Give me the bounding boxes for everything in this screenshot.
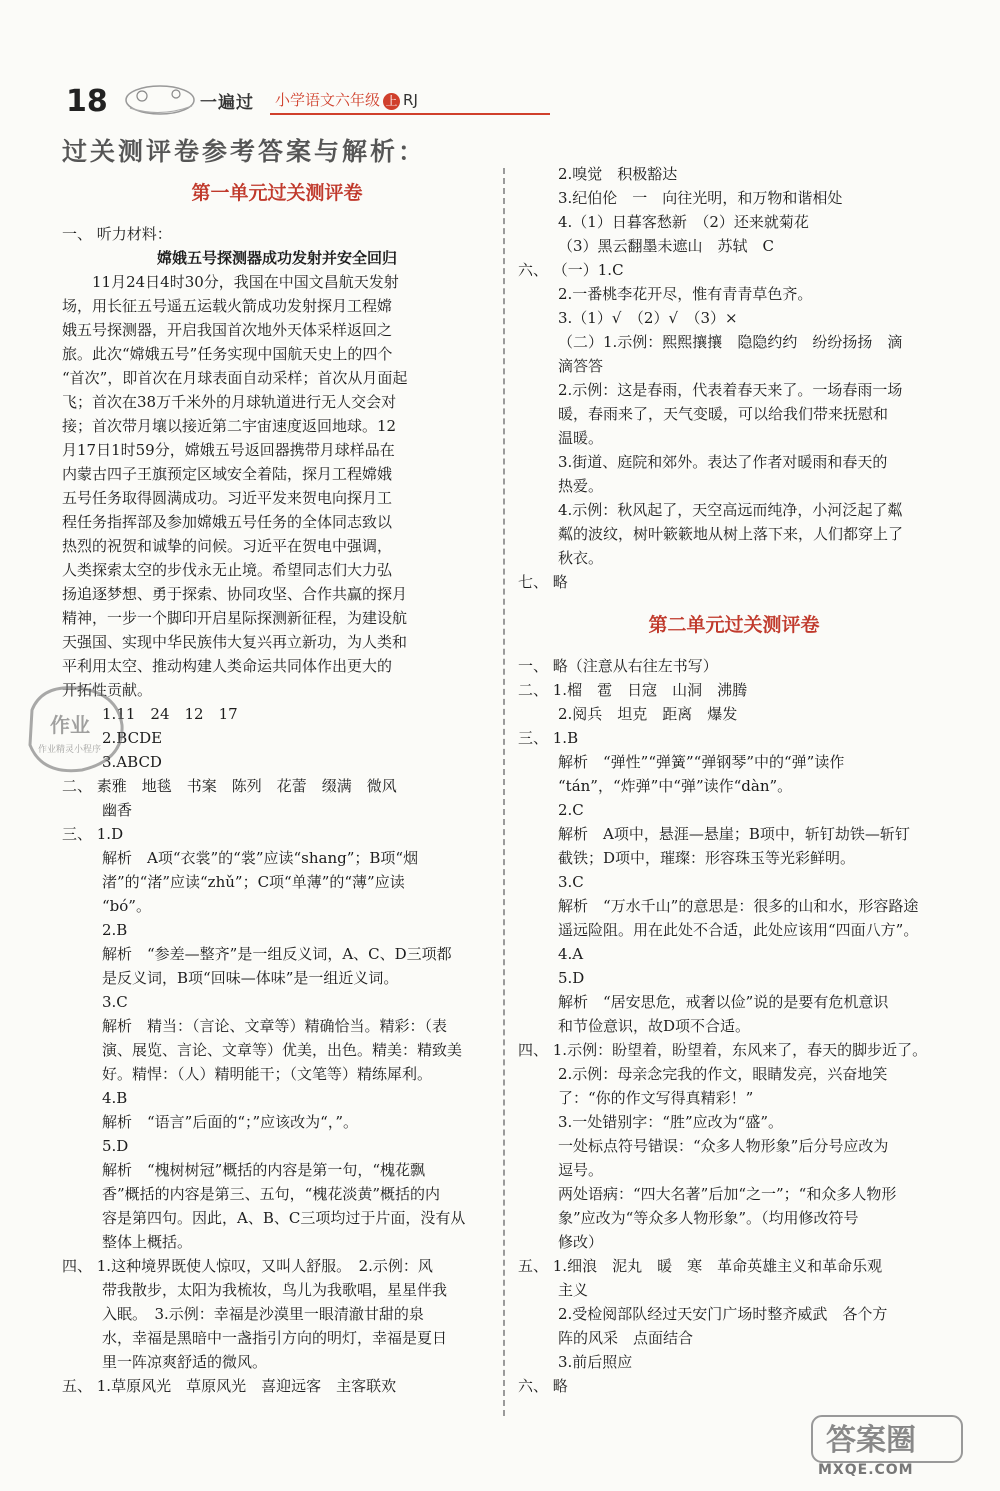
answer-line: 七、 略 [518,573,568,591]
answer-line: 演、展览、言论、文章等）优美，出色。精美：精致美 [102,1041,463,1059]
answer-line: 截铁；D项中，璀璨：形容珠玉等光彩鲜明。 [558,849,856,867]
answer-line: （二）1.示例：熙熙攘攘 隐隐约约 纷纷扬扬 滴 [558,333,903,351]
answer-line: 2.受检阅部队经过天安门广场时整齐威武 各个方 [558,1305,888,1323]
answer-line: 天强国、实现中华民族伟大复兴再立新功，为人类和 [62,633,408,651]
answer-line: “tán”，“炸弹”中“弹”读作“dàn”。 [558,777,793,795]
answer-line: 一处标点符号错误：“众多人物形象”后分号应改为 [558,1137,889,1155]
answer-line: 一、 听力材料： [62,225,172,243]
page-title: 过关测评卷参考答案与解析： [62,137,427,166]
answer-line: 2.阅兵 坦克 距离 爆发 [558,705,738,723]
answer-line: 解析 精当：（言论、文章等）精确恰当。精彩：（表 [102,1017,448,1035]
answer-line: 3.前后照应 [558,1353,633,1371]
answer-line: 三、 1.B [518,729,579,747]
answer-line: 秋衣。 [558,549,604,567]
answer-line: 象”应改为“等众多人物形象”。（均用修改符号 [558,1209,859,1227]
answer-line: 三、 1.D [62,825,124,843]
answer-line: 热爱。 [558,477,604,495]
answer-line: 解析 “参差—整齐”是一组反义词，A、C、D三项都 [102,945,452,963]
answer-line: 二、 素雅 地毯 书案 陈列 花蕾 缀满 微风 [62,777,397,795]
answer-line: 了：“你的作文写得真精彩！” [558,1089,754,1107]
answer-line: 里一阵凉爽舒适的微风。 [102,1353,268,1371]
answer-line: 嫦娥五号探测器成功发射并安全回归 [156,249,397,267]
corner-logo-text: 答案圈 [826,1423,916,1458]
answer-line: 4.（1）日暮客愁新 （2）还来就菊花 [558,213,809,231]
answer-line: 精神，一步一个脚印开启星际探测新征程，为建设航 [62,609,408,627]
answer-line: 渚”的“渚”应读“zhǔ”；C项“单薄”的“薄”应读 [102,873,405,891]
answer-line: 整体上概括。 [102,1233,193,1251]
answer-line: 2.示例：母亲念完我的作文，眼睛发亮，兴奋地笑 [558,1065,888,1083]
answer-line: 解析 “语言”后面的“；”应该改为“，”。 [102,1113,359,1131]
answer-line: 暖，春雨来了，天气变暖，可以给我们带来抚慰和 [558,405,889,423]
answer-line: 2.B [102,921,128,939]
answer-line: 好。精悍：（人）精明能干；（文笔等）精练犀利。 [102,1065,433,1083]
subject-label: 小学语文六年级 [275,91,381,109]
answer-line: 解析 A项“衣裳”的“裳”应读“shang”；B项“烟 [102,849,419,867]
answer-line: 程任务指挥部及参加嫦娥五号任务的全体同志致以 [62,513,393,531]
answer-line: 2.BCDE [102,729,163,747]
answer-line: 遥远险阻。用在此处不合适，此处应该用“四面八方”。 [558,921,919,939]
answer-line: 解析 “万水千山”的意思是：很多的山和水，形容路途 [558,897,919,915]
answer-line: 一、 略（注意从右往左书写） [518,657,718,675]
stamp-subtext: 作业精灵小程序 [38,745,102,755]
answer-line: 平利用太空、推动构建人类命运共同体作出更大的 [62,657,393,675]
answer-line: 3.一处错别字：“胜”应改为“盛”。 [558,1113,783,1131]
answer-line: 内蒙古四子王旗预定区域安全着陆，探月工程嫦娥 [62,465,393,483]
answer-line: 月17日1时59分，嫦娥五号返回器携带月球样品在 [62,441,395,459]
answer-line: 人类探索太空的步伐永无止境。希望同志们大力弘 [62,561,393,579]
answer-line: 1.11 24 12 17 [102,705,238,723]
answer-line: 四、 1.这种境界既使人惊叹，又叫人舒服。 2.示例：风 [62,1257,433,1275]
answer-line: 温暖。 [558,429,604,447]
answer-line: 2.示例：这是春雨，代表着春天来了。一场春雨一场 [558,381,903,399]
left-column [62,162,492,1398]
answer-line: 2.C [558,801,584,819]
answer-line: 接；首次带月壤以接近第二宇宙速度返回地球。12 [62,417,397,435]
stamp-watermark-icon [22,680,132,780]
answer-line: 解析 “居安思危，戒奢以俭”说的是要有危机意识 [558,993,889,1011]
answer-line: 5.D [102,1137,129,1155]
answer-line: 带我散步，太阳为我梳妆，鸟儿为我歌唱，星星伴我 [102,1281,448,1299]
answer-line: 二、 1.榴 雹 日寇 山洞 沸腾 [518,681,748,699]
answer-line: 水，幸福是黑暗中一盏指引方向的明灯，幸福是夏日 [102,1329,448,1347]
answer-line: 娥五号探测器，开启我国首次地外天体采样返回之 [62,321,393,339]
answer-line: 滴答答 [558,357,604,375]
answer-line: 香”概括的内容是第三、五句，“槐花淡黄”概括的内 [102,1185,441,1203]
answer-line: 容是第四句。因此，A、B、C三项均过于片面，没有从 [102,1209,466,1227]
corner-site: MXQE.COM [818,1462,914,1478]
answer-line: 主义 [558,1281,589,1299]
answer-line: 阵的风采 点面结合 [558,1329,694,1347]
answer-line: 解析 “弹性”“弹簧”“弹钢琴”中的“弹”读作 [558,753,845,771]
answer-line: 第二单元过关测评卷 [648,614,820,636]
answer-line: “bó”。 [102,897,151,915]
answer-line: 修改） [558,1233,604,1251]
answer-line: 2.一番桃李花开尽，惟有青青草色齐。 [558,285,813,303]
answer-line: 3.纪伯伦 一 向往光明，和万物和谐相处 [558,189,843,207]
answer-line: 六、 （一）1.C [518,261,624,279]
answer-line: 五、 1.细浪 泥丸 暖 寒 革命英雄主义和革命乐观 [518,1257,883,1275]
answer-line: 开拓性贡献。 [62,681,153,699]
answer-line: 五、 1.草原风光 草原风光 喜迎远客 主客联欢 [62,1377,397,1395]
answer-line: 入眠。 3.示例：幸福是沙漠里一眼清澈甘甜的泉 [102,1305,424,1323]
answer-line: 3.C [558,873,584,891]
answer-line: 4.A [558,945,584,963]
answer-line: 飞；首次在38万千米外的月球轨道进行无人交会对 [62,393,397,411]
answer-line: 热烈的祝贺和诚挚的问候。习近平在贺电中强调， [62,537,393,555]
answer-line: 3.ABCD [102,753,162,771]
edition-label: RJ [403,91,418,109]
answer-line: 4.示例：秋风起了，天空高远而纯净，小河泛起了粼 [558,501,903,519]
answer-line: 3.C [102,993,128,1011]
answer-line: 4.B [102,1089,128,1107]
answer-line: 2.嗅觉 积极豁达 [558,165,678,183]
answer-line: 幽香 [102,801,133,819]
answer-line: 逗号。 [558,1161,604,1179]
answer-line: 3.（1）√ （2）√ （3）× [558,309,738,327]
stamp-text: 作业 [50,713,90,737]
answer-line: 五号任务取得圆满成功。习近平发来贺电向探月工 [62,489,393,507]
brand-name: 一遍过 [200,93,254,113]
answer-line: 解析 “槐树树冠”概括的内容是第一句，“槐花飘 [102,1161,426,1179]
answer-line: 扬追逐梦想、勇于探索、协同攻坚、合作共赢的探月 [62,585,408,603]
answer-line: 场，用长征五号遥五运载火箭成功发射探月工程嫦 [62,297,393,315]
answer-line: 六、 略 [518,1377,568,1395]
answer-line: 两处语病：“四大名著”后加“之一”；“和众多人物形 [558,1185,897,1203]
answer-line: 旅。此次“嫦娥五号”任务实现中国航天史上的四个 [62,345,393,363]
answer-line: 解析 A项中，悬涯—悬崖；B项中，斩钉劫铁—斩钉 [558,825,910,843]
header-subject [275,89,418,110]
answer-line: “首次”，即首次在月球表面自动采样；首次从月面起 [62,369,408,387]
answer-line: （3）黑云翻墨未遮山 苏轼 C [558,237,775,255]
answer-line: 11月24日4时30分，我国在中国文昌航天发射 [62,273,399,291]
answer-line: 和节俭意识，故D项不合适。 [558,1017,751,1035]
page-number: 18 [66,84,108,119]
answer-line: 四、 1.示例：盼望着，盼望着，东风来了，春天的脚步近了。 [518,1041,928,1059]
right-column [518,162,950,1398]
page-header [60,80,490,120]
volume-label: 上 [383,93,400,110]
header-rule [270,113,550,115]
answer-line: 3.街道、庭院和郊外。表达了作者对暖雨和春天的 [558,453,888,471]
answer-line: 第一单元过关测评卷 [191,182,363,204]
answer-line: 粼的波纹，树叶簌簌地从树上落下来，人们都穿上了 [558,525,904,543]
answer-line: 是反义词，B项“回味—体味”是一组近义词。 [102,969,399,987]
answer-line: 5.D [558,969,585,987]
column-divider [503,168,505,1416]
